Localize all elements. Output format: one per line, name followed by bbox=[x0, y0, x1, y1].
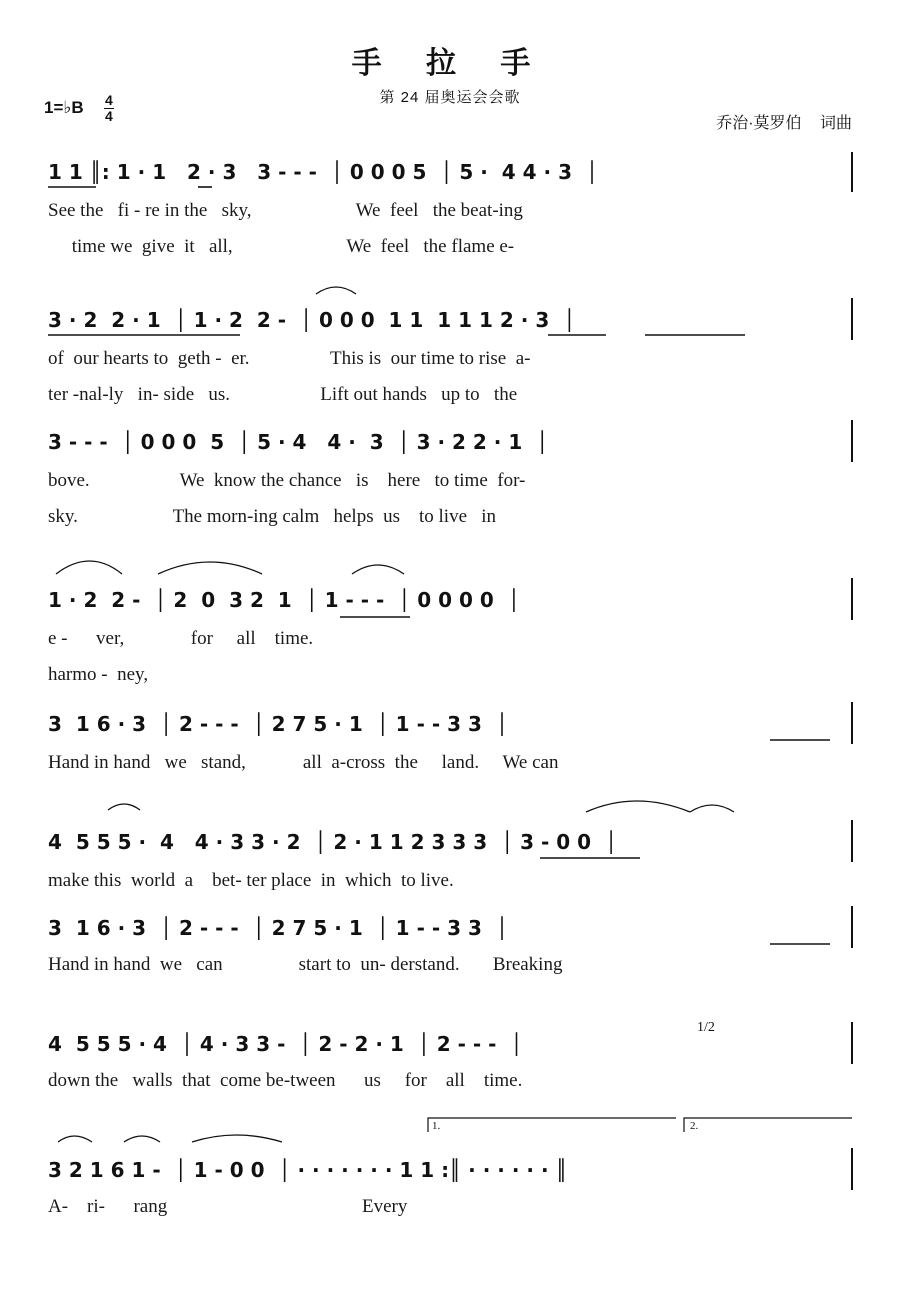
slur bbox=[56, 561, 122, 574]
system-4-notes: 1 · 2 2 - │ 2 0 3 2 1 │ 1 - - - │ 0 0 0 0 │ bbox=[48, 588, 520, 612]
system-1-lyric-1: See the fi - re in the sky, We feel the beat-ing bbox=[48, 200, 523, 221]
system-5-lyric-1: Hand in hand we stand, all a-cross the land. We can bbox=[48, 752, 559, 773]
slur bbox=[192, 1135, 282, 1142]
system-2-notes: 3 · 2 2 · 1 │ 1 · 2 2 - │ 0 0 0 1 1 1 1 1 2 · 3 │ bbox=[48, 308, 576, 332]
system-3-lyric-1: bove. We know the chance is here to time for- bbox=[48, 470, 526, 491]
system-3-notes: 3 - - - │ 0 0 0 5 │ 5 · 4 4 · 3 │ 3 · 2 2 · 1 │ bbox=[48, 430, 549, 454]
system-4-lyric-1: e - ver, for all time. bbox=[48, 628, 314, 649]
system-2-lyric-2: ter -nal-ly in- side us. Lift out hands up to the bbox=[48, 384, 518, 405]
system-8-lyric-1: down the walls that come be-tween us for all time. bbox=[48, 1070, 523, 1091]
system-6-notes: 4 5 5 5 · 4 4 · 3 3 · 2 │ 2 · 1 1 2 3 3 3 │ 3 - 0 0 │ bbox=[48, 830, 617, 854]
volta-second-bracket bbox=[684, 1118, 852, 1132]
key-signature: 1=♭B bbox=[44, 98, 84, 117]
slur bbox=[158, 562, 262, 574]
slur bbox=[58, 1136, 92, 1142]
author-credit: 乔治·莫罗伯 词曲 bbox=[716, 115, 852, 132]
system-9-lyric-1: A- ri- rang Every bbox=[48, 1196, 408, 1217]
system-1-lyric-2: time we give it all, We feel the flame e- bbox=[48, 236, 515, 257]
song-title: 手 拉 手 bbox=[351, 47, 549, 80]
meter-top: 4 bbox=[105, 92, 113, 108]
system-3-lyric-2: sky. The morn-ing calm helps us to live in bbox=[48, 506, 497, 527]
system-9-notes: 3 2 1 6 1 - │ 1 - 0 0 │ · · · · · · · 1 1 :║ · · · · · · ║ bbox=[48, 1158, 568, 1182]
slur bbox=[316, 287, 356, 294]
system-8-notes: 4 5 5 5 · 4 │ 4 · 3 3 - │ 2 - 2 · 1 │ 2 - - - │ bbox=[48, 1032, 523, 1056]
slur bbox=[352, 565, 404, 574]
system-7-notes: 3 1 6 · 3 │ 2 - - - │ 2 7 5 · 1 │ 1 - - 3 3 │ bbox=[48, 916, 508, 940]
volta-first-bracket bbox=[428, 1118, 676, 1132]
system-1-notes: 1 1 ║: 1 · 1 2 · 3 3 - - - │ 0 0 0 5 │ 5 · 4 4 · 3 │ bbox=[48, 160, 598, 184]
volta-first-label: 1. bbox=[432, 1120, 441, 1132]
volta-second-label: 2. bbox=[690, 1120, 699, 1132]
system-7-lyric-1: Hand in hand we can start to un- derstand. Breaking bbox=[48, 954, 563, 975]
slur bbox=[108, 804, 140, 810]
system-2-lyric-1: of our hearts to geth - er. This is our time to rise a- bbox=[48, 348, 531, 369]
meter-bottom: 4 bbox=[105, 108, 113, 124]
coda-mark: 1/2 bbox=[697, 1020, 715, 1035]
slur bbox=[690, 805, 734, 812]
system-5-notes: 3 1 6 · 3 │ 2 - - - │ 2 7 5 · 1 │ 1 - - 3 3 │ bbox=[48, 712, 508, 736]
system-6-lyric-1: make this world a bet- ter place in which to live. bbox=[48, 870, 454, 891]
slur bbox=[124, 1136, 160, 1142]
song-subtitle: 第 24 届奥运会会歌 bbox=[379, 89, 521, 106]
system-4-lyric-2: harmo - ney, bbox=[48, 664, 149, 685]
slur bbox=[586, 801, 690, 812]
